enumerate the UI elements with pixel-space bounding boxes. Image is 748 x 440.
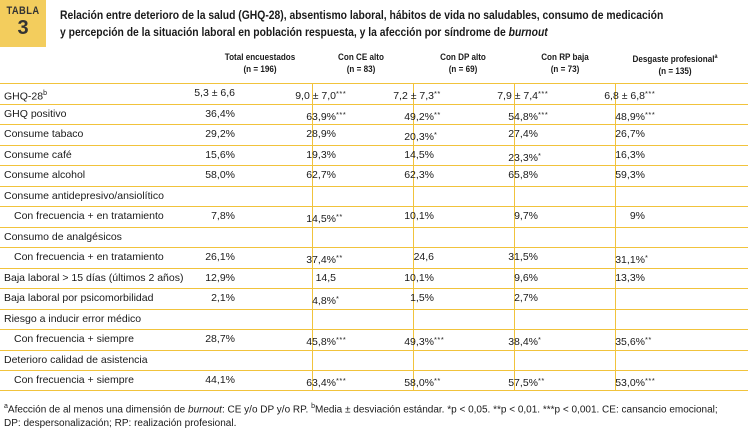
footnote-line-1 [4,400,744,417]
row-label-text: Consume café [4,148,72,161]
value-cell [205,146,257,166]
table-header [0,0,748,50]
title-line-2 [60,25,672,42]
row-label [14,207,164,227]
value-cell [508,146,560,166]
column-divider [514,310,515,330]
row-label-text: Riesgo a inducir error médico [4,312,142,325]
value-cell [312,289,358,309]
column-header-n: (n = 83) [346,64,376,74]
value-cell [404,330,456,350]
column-header [615,50,735,84]
value-text: 58,0% [404,377,434,389]
row-label-text: Deterioro calidad de asistencia [4,353,148,366]
value-text: 27,4% [508,128,538,140]
row-label-text: Consumo de analgésicos [4,230,122,243]
value-text: 53,0% [615,377,645,389]
value-cell [615,125,667,145]
significance-stars: *** [336,109,347,119]
row-label-text: Consume alcohol [4,169,86,181]
title-line-2-text: y percepción de la situación laboral en población respuesta, y la afección por síndrome de [60,27,509,39]
value-cell [410,289,456,309]
column-divider [312,228,313,248]
column-divider [413,310,414,330]
significance-stars: ** [645,335,652,344]
row-label [4,125,83,145]
significance-stars: * [434,130,438,139]
table-row [0,288,748,309]
column-divider [514,351,515,371]
value-text: 28,7% [205,333,235,345]
column-header-label: Con DP alto [440,52,486,62]
value-cell [306,105,358,125]
table-number: 3 [17,17,29,39]
column-header-label: Con RP baja [541,52,589,62]
column-divider [514,228,515,248]
value-cell [306,125,358,145]
value-text: 5,3 ± 6,6 [194,87,235,99]
value-text: 26,7% [615,128,645,140]
value-text: 62,7% [306,169,336,181]
value-cell [205,105,257,125]
value-cell [306,248,358,268]
title-line-1: Relación entre deterioro de la salud (GHQ-28), absentismo laboral, hábitos de vida no saludables, consumo de medicación [60,10,664,22]
column-header-label: Desgaste profesional$^a$ [632,54,718,64]
row-label [4,146,72,166]
value-cell [404,125,456,145]
value-text: 7,9 ± 7,4 [497,90,538,102]
significance-stars: *** [336,376,347,385]
column-header-sup: a [714,54,718,60]
value-cell [205,371,257,391]
row-label-sup: b [43,90,47,97]
column-divider [413,187,414,207]
value-cell [508,125,560,145]
column-divider [514,187,515,207]
footnote-a-mark: a [4,403,8,410]
value-text: 45,8% [306,336,336,348]
footnote-text-c: Media ± desviación estándar. *p < 0,05. **p < 0,01. ***p < 0,001. CE: cansancio emocional; [314,404,718,416]
footnote-text-b: : CE y/o DP y/o RP. [221,404,312,416]
column-header-n: (n = 73) [550,64,580,74]
row-label [14,371,134,391]
significance-stars: * [538,335,542,344]
significance-stars: *** [645,376,656,385]
row-label-text: Con frecuencia + siempre [14,333,134,345]
significance-stars: ** [434,89,441,98]
value-text: 9,7% [514,210,538,222]
value-text: 54,8% [508,110,538,123]
row-label-text: Baja laboral por psicomorbilidad [4,292,154,304]
value-text: 23,3% [508,151,538,164]
row-label-text: Consume tabaco [4,128,84,140]
value-cell [306,166,358,186]
value-cell [604,84,667,104]
footnote-burnout-italic: burnout [188,404,222,416]
value-text: 65,8% [508,169,538,181]
value-cell [306,371,358,391]
value-text: 4,8% [312,295,336,307]
table-row [0,124,748,145]
column-divider [615,207,616,227]
value-text: 13,3% [615,271,645,284]
value-cell [508,248,560,268]
row-label [4,187,164,207]
row-label [14,330,134,350]
value-cell [615,269,667,289]
value-text: 57,5% [508,377,538,389]
value-text: 28,9% [306,128,336,140]
row-label [4,105,66,125]
significance-stars: *** [336,335,347,344]
column-header [205,50,315,84]
column-divider [413,228,414,248]
value-cell [205,166,257,186]
table-footnote [4,400,744,431]
significance-stars: ** [434,109,441,119]
table-row [0,104,748,125]
significance-stars: ** [434,376,441,385]
value-text: 2,7% [514,292,538,304]
significance-stars: *** [434,335,445,344]
value-cell [615,105,667,125]
table-row [0,247,748,268]
significance-stars: ** [336,212,343,221]
value-cell [508,371,560,391]
table-row [0,83,748,104]
significance-stars: *** [538,89,549,98]
value-cell [306,146,358,166]
row-label [4,289,153,309]
row-label-text: Con frecuencia + en tratamiento [14,251,164,263]
value-cell [514,207,560,227]
value-text: 36,4% [205,107,235,120]
column-divider [615,289,616,309]
value-text: 19,3% [306,148,336,161]
value-text: 31,5% [508,251,538,263]
value-cell [404,269,456,289]
value-cell [295,84,358,104]
value-text: 58,0% [205,169,235,181]
value-cell [205,125,257,145]
column-divider [615,228,616,248]
value-cell [306,330,358,350]
column-divider [312,269,313,289]
row-label [4,269,183,289]
row-label-text: Baja laboral > 15 días (últimos 2 años) [4,271,184,284]
table-row [0,165,748,186]
column-divider [312,187,313,207]
significance-stars: ** [336,253,343,262]
column-header [413,50,513,84]
value-text: 29,2% [205,128,235,140]
value-cell [497,84,560,104]
column-header-label: Total encuestados [224,52,296,62]
value-cell [404,371,456,391]
significance-stars: *** [538,109,549,119]
row-label [14,248,164,268]
value-text: 63,4% [306,377,336,389]
column-divider [615,187,616,207]
value-text: 20,3% [404,131,434,143]
value-text: 31,1% [615,254,645,266]
value-text: 10,1% [404,210,434,222]
table-row [0,350,748,371]
value-cell [205,330,257,350]
value-cell [615,146,667,166]
value-text: 26,1% [205,251,235,263]
row-label [4,166,85,186]
footnote-line-2: DP: despersonalización; RP: realización profesional. [4,418,237,430]
table-row [0,145,748,166]
value-text: 24,6 [413,251,434,263]
value-cell [211,289,257,309]
value-text: 16,3% [615,148,645,161]
value-text: 59,3% [615,169,645,181]
row-label [4,310,141,330]
value-text: 38,4% [508,336,538,348]
value-cell [306,207,358,227]
value-text: 49,2% [404,110,434,123]
row-label [4,228,122,248]
value-cell [393,84,456,104]
value-cell [194,84,257,104]
value-text: 48,9% [615,110,645,123]
column-divider [312,351,313,371]
column-header-n: (n = 135) [658,66,692,76]
row-label-text: GHQ positivo [4,107,67,120]
value-cell [404,105,456,125]
footnote-text-a: Afección de al menos una dimensión de [7,404,189,416]
value-text: 1,5% [410,292,434,304]
value-cell [615,166,667,186]
value-cell [211,207,257,227]
row-label-text: GHQ-28 [4,90,44,103]
row-label-text: Con frecuencia + siempre [14,374,134,386]
row-label [4,351,148,371]
value-text: 37,4% [306,254,336,266]
column-divider [615,351,616,371]
table-row [0,206,748,227]
value-text: 15,6% [205,148,235,161]
significance-stars: ** [538,376,545,385]
table-row [0,186,748,207]
column-header-label: Con CE alto [338,52,384,62]
value-text: 10,1% [404,271,434,284]
value-text: 35,6% [615,336,645,348]
table-row [0,329,748,350]
value-text: 44,1% [205,374,235,386]
significance-stars: *** [645,89,656,98]
table-title [60,8,672,42]
value-cell [514,269,560,289]
row-label [4,84,47,104]
column-header-n: (n = 196) [243,64,277,74]
column-divider [413,351,414,371]
value-cell [404,166,456,186]
value-text: 49,3% [404,336,434,348]
table-number-badge [0,0,46,47]
value-cell [514,289,560,309]
value-cell [615,330,667,350]
table-row [0,268,748,289]
column-divider [312,310,313,330]
value-cell [414,248,456,268]
value-text: 9,0 ± 7,0 [295,90,336,102]
column-header-n: (n = 69) [448,64,478,74]
value-cell [316,269,358,289]
significance-stars: * [645,253,649,262]
value-text: 14,5% [404,148,434,161]
significance-stars: * [336,294,340,303]
value-text: 12,9% [205,271,235,284]
value-text: 9% [629,210,645,222]
value-text: 14,5% [306,213,336,225]
table-row [0,227,748,248]
data-table [0,83,748,391]
value-text: 7,8% [211,210,235,222]
significance-stars: *** [645,109,656,119]
value-cell [508,105,560,125]
value-text: 6,8 ± 6,8 [604,90,645,102]
value-text: 2,1% [211,292,235,304]
title-burnout-italic: burnout [508,27,548,39]
column-header [515,50,615,84]
value-text: 9,6% [514,271,538,284]
value-cell [404,207,456,227]
value-cell [615,371,667,391]
row-label-text: Consume antidepresivo/ansiolítico [4,189,164,202]
column-divider [615,310,616,330]
value-cell [205,269,257,289]
value-cell [630,207,667,227]
value-cell [404,146,456,166]
footnote-b-mark: b [311,403,315,410]
value-text: 7,2 ± 7,3 [393,90,434,102]
significance-stars: * [538,150,542,160]
row-label-text: Con frecuencia + en tratamiento [14,210,164,222]
table-row [0,370,748,391]
table-label: TABLA [6,5,40,17]
value-text: 14,5 [315,271,336,284]
significance-stars: *** [336,89,347,98]
value-cell [205,248,257,268]
value-cell [615,248,667,268]
column-header [311,50,411,84]
table-row [0,309,748,330]
value-text: 62,3% [404,169,434,181]
value-text: 63,9% [306,110,336,123]
value-cell [508,166,560,186]
value-cell [508,330,560,350]
